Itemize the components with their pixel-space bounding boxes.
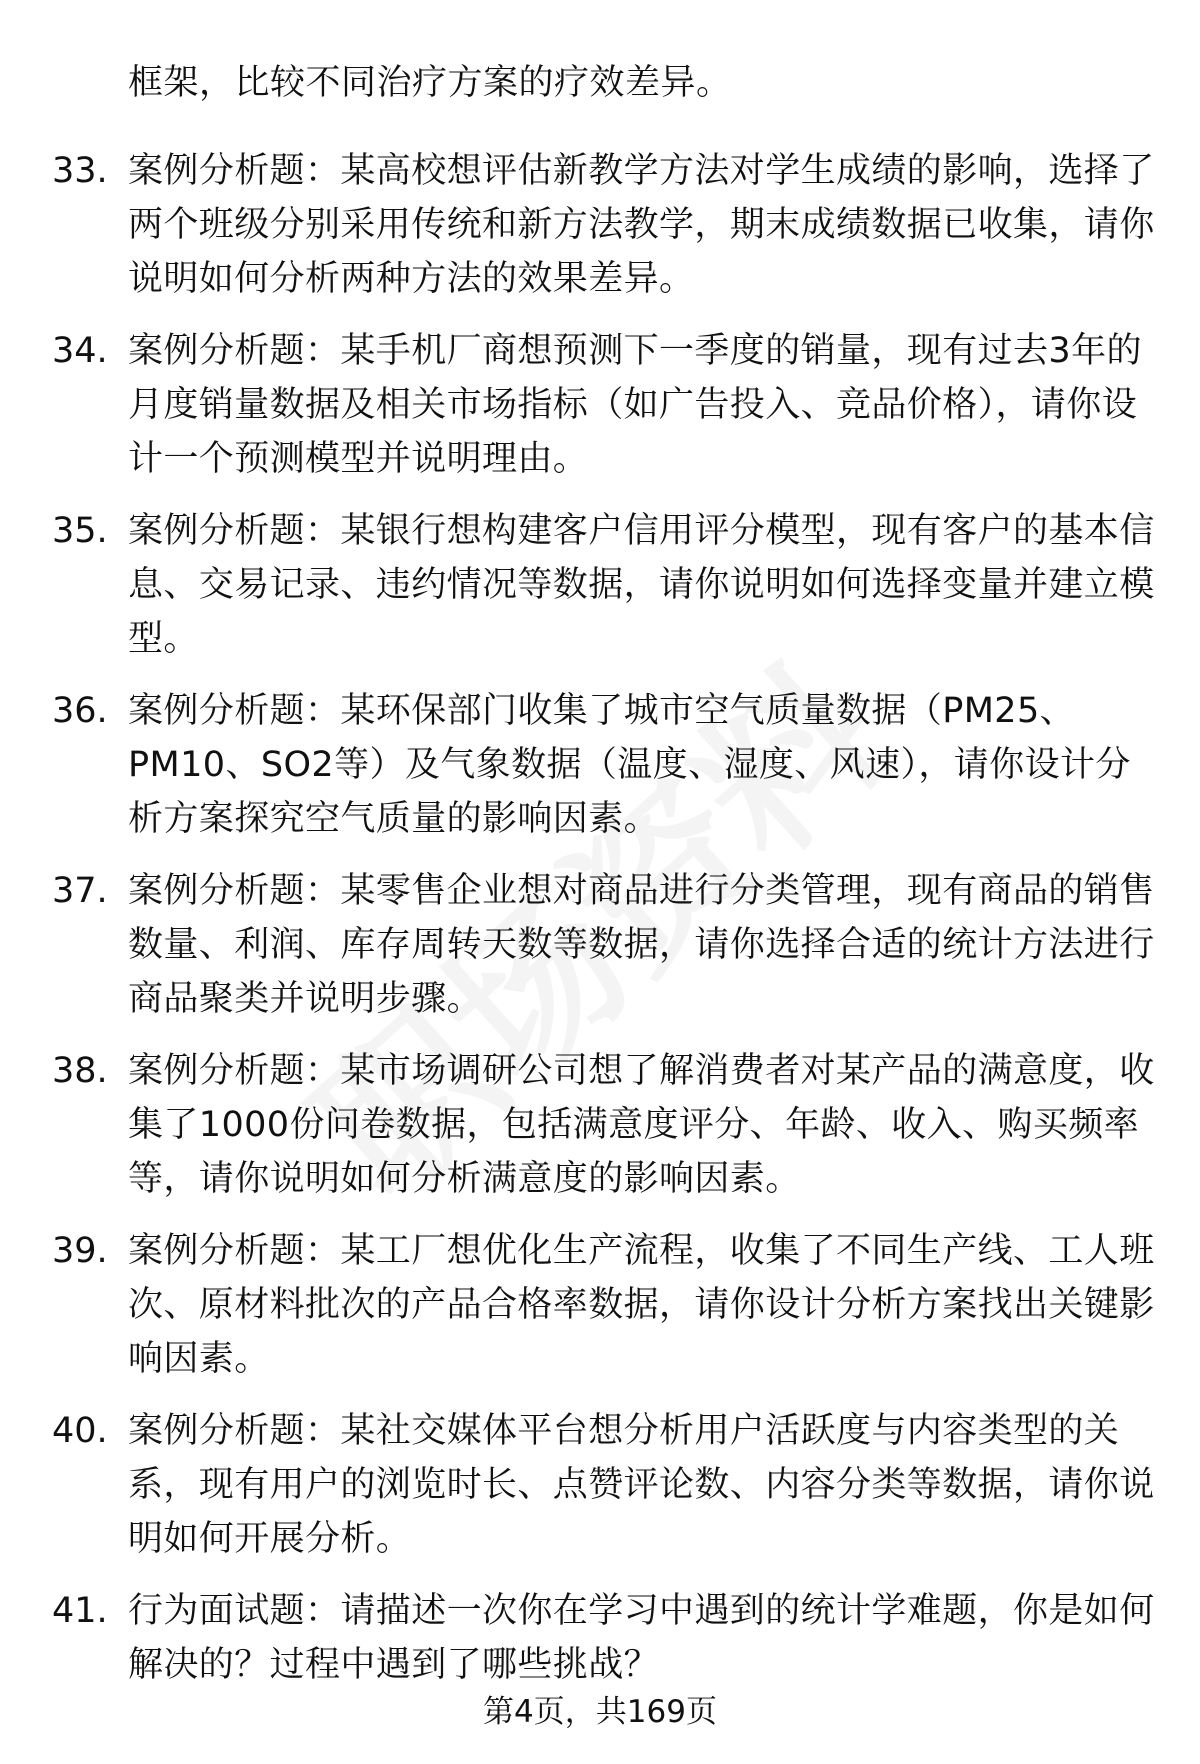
- question-item: [0, 1044, 1200, 1224]
- continued-text: 框架，比较不同治疗方案的疗效差异。: [128, 63, 732, 103]
- question-text: 案例分析题：某手机厂商想预测下一季度的销量，现有过去3年的月度销量数据及相关市场指标（如广告投入、竞品价格），请你设计一个预测模型并说明理由。: [128, 331, 1142, 479]
- question-item: [0, 684, 1200, 864]
- question-item: [0, 504, 1200, 684]
- question-text: 案例分析题：某市场调研公司想了解消费者对某产品的满意度，收集了1000份问卷数据，包括满意度评分、年龄、收入、购买频率等，请你说明如何分析满意度的影响因素。: [128, 1051, 1155, 1199]
- question-number: 34.: [52, 331, 108, 371]
- question-number: 37.: [52, 871, 108, 911]
- question-item: [0, 1404, 1200, 1584]
- question-text: 案例分析题：某高校想评估新教学方法对学生成绩的影响，选择了两个班级分别采用传统和新方法教学，期末成绩数据已收集，请你说明如何分析两种方法的效果差异。: [128, 151, 1155, 299]
- question-number: 41.: [52, 1591, 108, 1631]
- question-number: 35.: [52, 511, 108, 551]
- question-number: 33.: [52, 151, 108, 191]
- question-item: [0, 864, 1200, 1044]
- question-text: 案例分析题：某环保部门收集了城市空气质量数据（PM25、PM10、SO2等）及气象数据（温度、湿度、风速），请你设计分析方案探究空气质量的影响因素。: [128, 691, 1131, 839]
- question-text: 案例分析题：某银行想构建客户信用评分模型，现有客户的基本信息、交易记录、违约情况等数据，请你说明如何选择变量并建立模型。: [128, 511, 1155, 659]
- question-item: [0, 324, 1200, 504]
- question-number: 40.: [52, 1411, 108, 1451]
- question-text: 行为面试题：请描述一次你在学习中遇到的统计学难题，你是如何解决的？过程中遇到了哪些挑战？: [128, 1591, 1155, 1685]
- question-list: [0, 144, 1200, 1764]
- question-number: 36.: [52, 691, 108, 731]
- question-number: 38.: [52, 1051, 108, 1091]
- question-text: 案例分析题：某零售企业想对商品进行分类管理，现有商品的销售数量、利润、库存周转天数等数据，请你选择合适的统计方法进行商品聚类并说明步骤。: [128, 871, 1155, 1019]
- page-footer: 第4页，共169页: [483, 1694, 717, 1730]
- question-item: [0, 1224, 1200, 1404]
- question-item: [0, 1584, 1200, 1764]
- question-item: [0, 144, 1200, 324]
- question-text: 案例分析题：某社交媒体平台想分析用户活跃度与内容类型的关系，现有用户的浏览时长、点赞评论数、内容分类等数据，请你说明如何开展分析。: [128, 1411, 1155, 1559]
- question-number: 39.: [52, 1231, 108, 1271]
- question-text: 案例分析题：某工厂想优化生产流程，收集了不同生产线、工人班次、原材料批次的产品合格率数据，请你设计分析方案找出关键影响因素。: [128, 1231, 1155, 1379]
